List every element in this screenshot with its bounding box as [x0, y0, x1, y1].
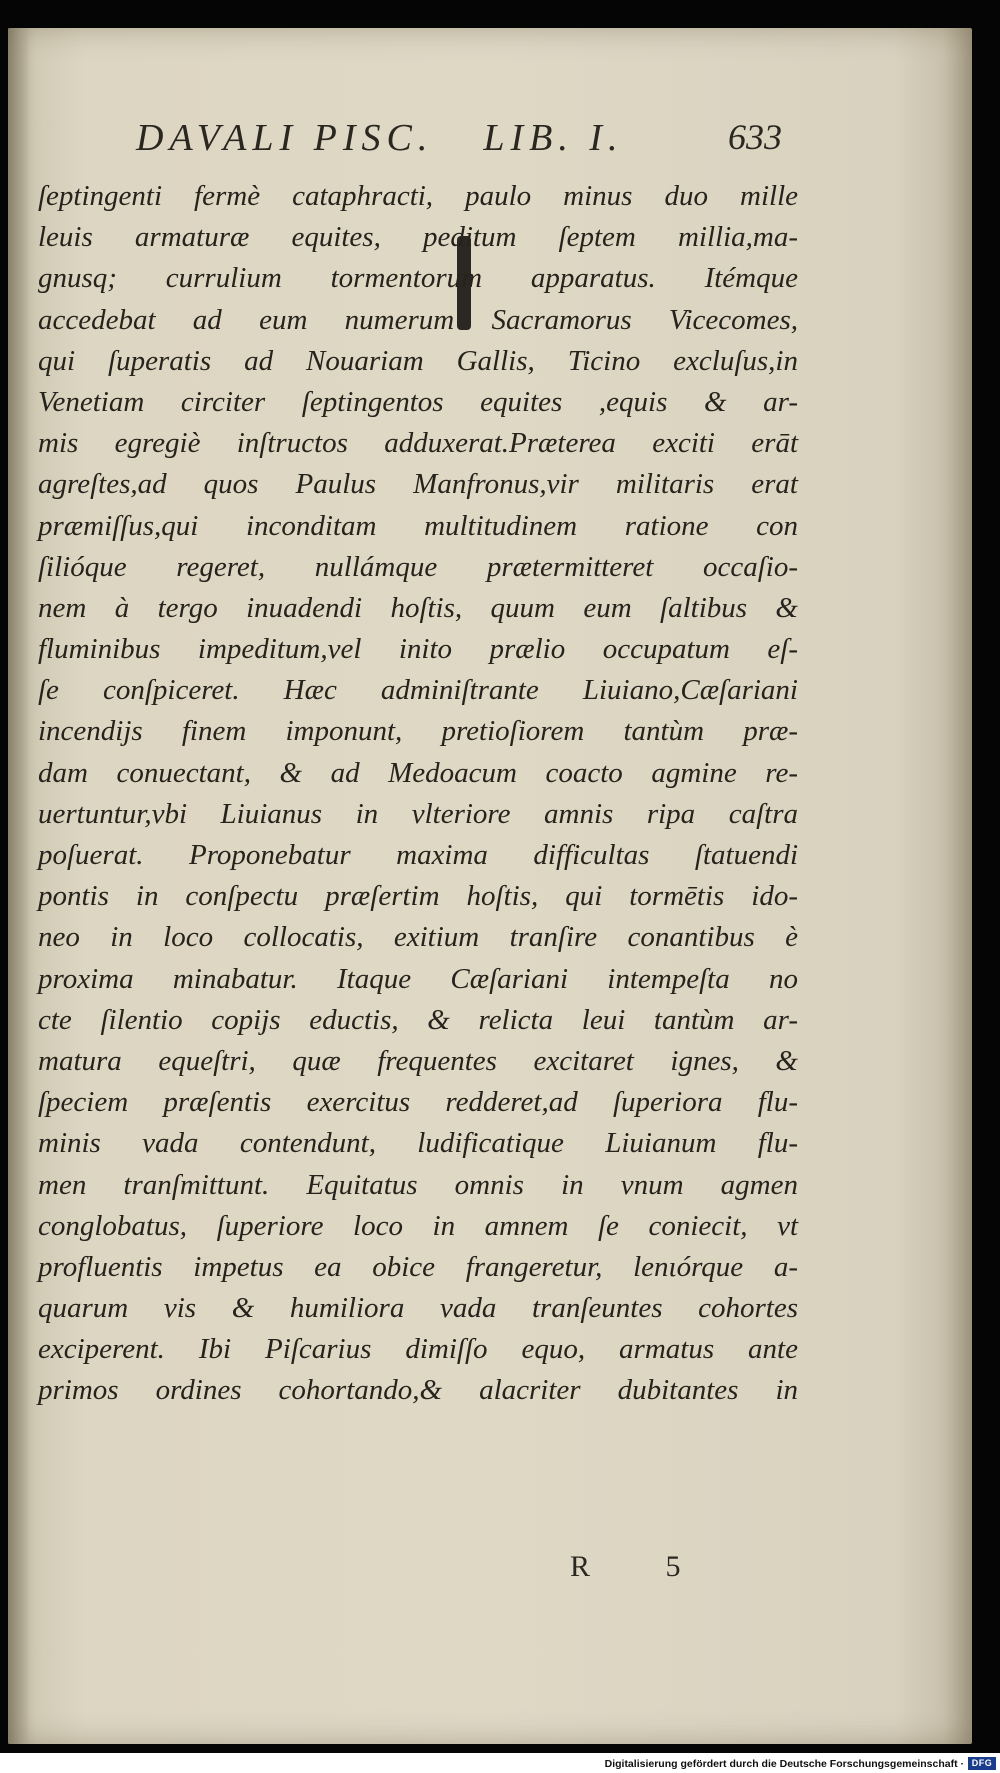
text-line: minis vada contendunt, ludificatique Liuianum flu- [38, 1127, 798, 1160]
text-line: nem à tergo inuadendi hoſtis, quum eum ſaltibus & [38, 591, 798, 624]
text-line: quarum vis & humiliora vada tranſeuntes cohortes [38, 1292, 798, 1325]
text-line: exciperent. Ibi Piſcarius dimiſſo equo, armatus ante [38, 1333, 798, 1366]
text-line: ſpeciem præſentis exercitus redderet,ad ſuperiora flu- [38, 1086, 798, 1119]
page-number: 633 [728, 117, 782, 157]
text-line: agreſtes,ad quos Paulus Manfronus,vir militaris erat [38, 468, 798, 501]
text-line: præmiſſus,qui inconditam multitudinem ratione con [38, 509, 798, 542]
text-line: qui ſuperatis ad Nouariam Gallis, Ticino excluſus,in [38, 344, 798, 377]
text-line: men tranſmittunt. Equitatus omnis in vnum agmen [38, 1168, 798, 1201]
text-line: leuis armaturæ equites, peditum ſeptem millia,ma- [38, 221, 798, 254]
text-line: ſe conſpiceret. Hæc adminiſtrante Liuiano,Cæſariani [38, 674, 798, 707]
running-head-book: LIB. I. [483, 117, 624, 159]
text-line: profluentis impetus ea obice frangeretur, lenιórque a- [38, 1250, 798, 1283]
running-head-title: DAVALI PISC. [136, 117, 434, 159]
text-line: gnusq; currulium tormentorum apparatus. Itémque [38, 262, 798, 295]
text-line: conglobatus, ſuperiore loco in amnem ſe coniecit, vt [38, 1209, 798, 1242]
text-line: accedebat ad eum numerum Sacramorus Vicecomes, [38, 303, 798, 336]
running-head [136, 116, 786, 160]
text-line: proxima minabatur. Itaque Cæſariani intempeſta no [38, 962, 798, 995]
text-line: incendijs finem imponunt, pretioſiorem tantùm præ- [38, 715, 798, 748]
book-page [8, 28, 972, 1744]
signature-mark: R 5 [570, 1550, 715, 1583]
text-line: uertuntur,vbi Liuianus in vlteriore amnis ripa caſtra [38, 797, 798, 830]
text-line: pontis in conſpectu præſertim hoſtis, qui tormētis ido- [38, 880, 798, 913]
text-line: mis egregiè inſtructos adduxerat.Præterea exciti erāt [38, 427, 798, 460]
body-text [38, 176, 798, 1412]
text-line: dam conuectant, & ad Medoacum coacto agmine re- [38, 756, 798, 789]
text-line: poſuerat. Proponebatur maxima difficultas ſtatuendi [38, 839, 798, 871]
text-line: primos ordines cohortando,& alacriter dubitantes in [38, 1374, 798, 1407]
text-line: ſeptingenti fermè cataphracti, paulo minus duo mille [38, 180, 798, 212]
text-line: cte ſilentio copijs eductis, & relicta leui tantùm ar- [38, 1003, 798, 1036]
digitization-footer [0, 1753, 1000, 1773]
text-line: matura equeſtri, quæ frequentes excitaret ignes, & [38, 1044, 798, 1077]
text-line: Venetiam circiter ſeptingentos equites ,equis & ar- [38, 385, 798, 418]
dfg-logo-icon: DFG [968, 1757, 996, 1770]
funding-credit: Digitalisierung gefördert durch die Deutsche Forschungsgemeinschaft · [604, 1758, 964, 1770]
text-line: ſilióque regeret, nullámque prætermitteret occaſio- [38, 550, 798, 583]
text-line: fluminibus impeditum,vel inito prælio occupatum eſ- [38, 633, 798, 666]
text-line: neo in loco collocatis, exitium tranſire conantibus è [38, 921, 798, 954]
